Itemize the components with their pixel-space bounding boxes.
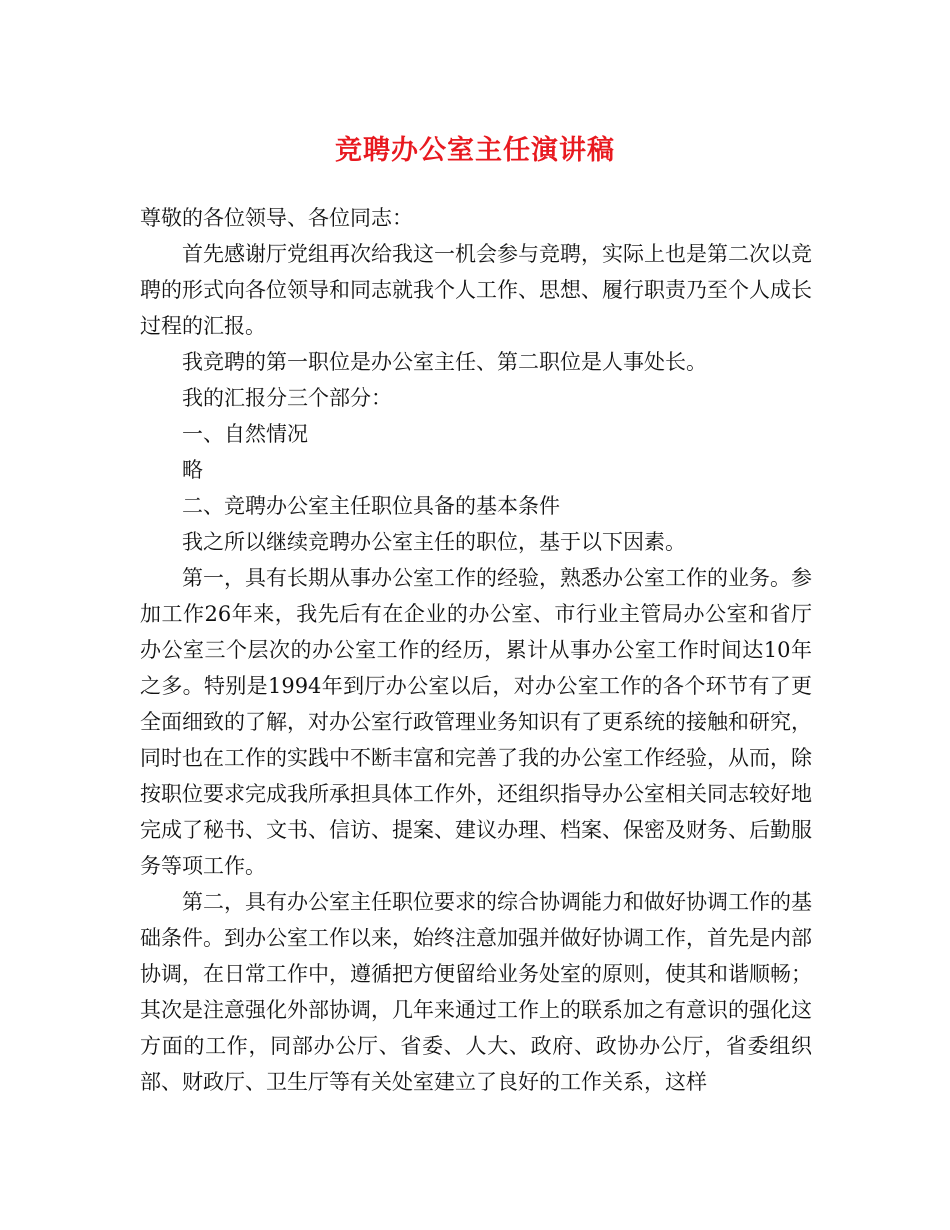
body-paragraph: 略 xyxy=(182,458,203,482)
body-paragraph: 第一，具有长期从事办公室工作的经验，熟悉办公室工作的业务。参加工作26年来，我先后有在企业的办公室、市行业主管局办公室和省厅办公室三个层次的办公室工作的经历，累计从事办公室工作时间达10年之多。特别是1994年到厅办公室以后，对办公室工作的各个环节有了更全面细致的了解，对办公室行政管理业务知识有了更系统的接触和研究，同时也在工作的实践中不断丰富和完善了我的办公室工作经验，从而，除按职位要求完成我所承担具体工作外，还组织指导办公室相关同志较好地完成了秘书、文书、信访、提案、建议办理、档案、保密及财务、后勤服务等项工作。 xyxy=(140,566,812,878)
document-title: 竞聘办公室主任演讲稿 xyxy=(335,135,615,166)
section-heading: 二、竞聘办公室主任职位具备的基本条件 xyxy=(182,494,560,518)
section-heading: 一、自然情况 xyxy=(182,422,308,446)
body-paragraph: 首先感谢厅党组再次给我这一机会参与竞聘，实际上也是第二次以竞聘的形式向各位领导和同志就我个人工作、思想、履行职责乃至个人成长过程的汇报。 xyxy=(140,242,812,338)
body-paragraph: 我竞聘的第一职位是办公室主任、第二职位是人事处长。 xyxy=(182,350,707,374)
body-paragraph: 我的汇报分三个部分： xyxy=(182,386,392,410)
body-paragraph: 第二，具有办公室主任职位要求的综合协调能力和做好协调工作的基础条件。到办公室工作以来，始终注意加强并做好协调工作，首先是内部协调，在日常工作中，遵循把方便留给业务处室的原则，使其和谐顺畅；其次是注意强化外部协调，几年来通过工作上的联系加之有意识的强化这方面的工作，同部办公厅、省委、人大、政府、政协办公厅，省委组织部、财政厅、卫生厅等有关处室建立了良好的工作关系，这样 xyxy=(140,890,812,1094)
document-body xyxy=(140,200,812,1100)
salutation-paragraph: 尊敬的各位领导、各位同志： xyxy=(140,206,413,230)
body-paragraph: 我之所以继续竞聘办公室主任的职位，基于以下因素。 xyxy=(182,530,686,554)
